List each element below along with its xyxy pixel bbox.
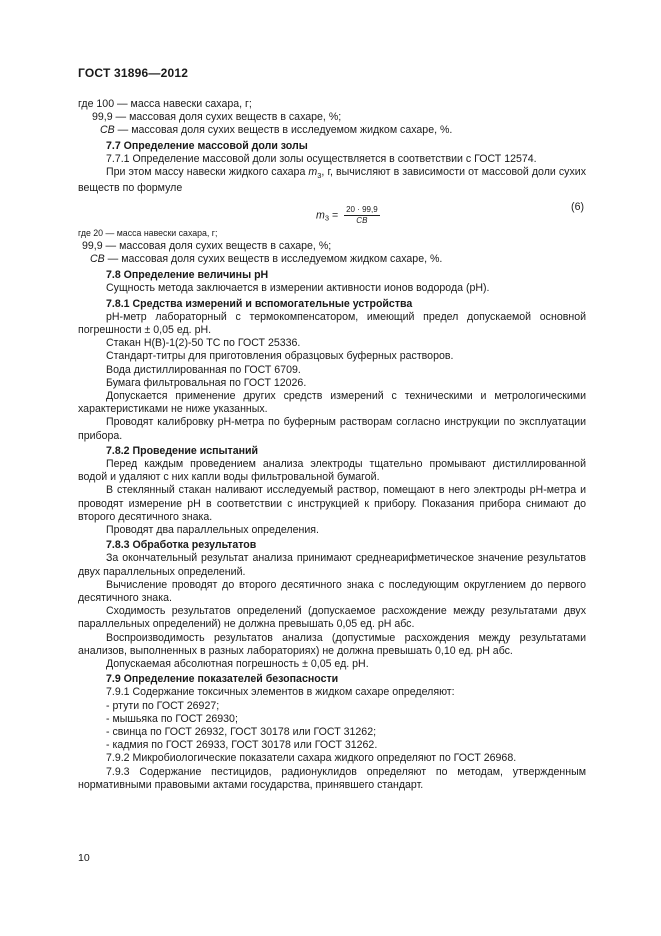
formula-equals: = xyxy=(329,208,342,221)
list-item: - свинца по ГОСТ 26932, ГОСТ 30178 или ГОСТ 31262; xyxy=(106,726,377,739)
paragraph: Воспроизводимость результатов анализа (допустимые расхождения между результатами анализов, выполненных в разных лабораториях) не должна превышать 0,10 ед. pH абс. xyxy=(78,631,586,657)
formula xyxy=(316,205,380,226)
paragraph: Допускается применение других средств измерений с техническими и метрологическими характеристиками не ниже указанных. xyxy=(78,389,586,416)
list-item: - мышьяка по ГОСТ 26930; xyxy=(106,712,238,725)
formula-denominator: CB xyxy=(356,215,368,225)
formula-fraction xyxy=(344,205,380,226)
where-line xyxy=(78,124,586,137)
paragraph: Проводят калибровку pH-метра по буферным растворам согласно инструкции по эксплуатации прибора. xyxy=(78,416,586,442)
document-header: ГОСТ 31896—2012 xyxy=(78,66,189,80)
section-heading: 7.8.3 Обработка результатов xyxy=(106,539,257,552)
page-number: 10 xyxy=(78,852,90,864)
formula-lhs: m xyxy=(316,208,325,221)
paragraph: Сходимость результатов определений (допускаемое расхождение между результатами двух параллельных определений) не должна превышать 0,05 ед. pH абс. xyxy=(78,605,586,631)
where-line: 99,9 — массовая доля сухих веществ в сахаре, %; xyxy=(92,111,342,124)
paragraph: 7.7.1 Определение массовой доли золы осуществляется в соответствии с ГОСТ 12574. xyxy=(106,152,537,165)
section-heading: 7.7 Определение массовой доли золы xyxy=(106,139,308,152)
formula-block xyxy=(78,197,586,227)
text-fragment: — массовая доля сухих веществ в исследуемом жидком сахаре, %. xyxy=(104,252,443,265)
paragraph: Проводят два параллельных определения. xyxy=(106,524,319,536)
formula-numerator: 20 · 99,9 xyxy=(346,204,378,214)
section-heading: 7.9 Определение показателей безопасности xyxy=(106,673,339,686)
formula-lhs-subscript: 3 xyxy=(324,212,329,222)
paragraph: 7.9.1 Содержание токсичных элементов в жидком сахаре определяют: xyxy=(106,686,455,699)
section-heading: 7.8.2 Проведение испытаний xyxy=(106,444,259,457)
text-fragment: , г, вычисляют в зависимости от массовой доли сухих веществ по формуле xyxy=(78,166,586,195)
paragraph: 7.9.2 Микробиологические показатели сахара жидкого определяют по ГОСТ 26968. xyxy=(106,752,517,765)
symbol: CB xyxy=(100,124,115,137)
symbol: m xyxy=(308,166,318,179)
paragraph xyxy=(78,166,586,196)
formula-number: (6) xyxy=(571,200,584,213)
list-item: - кадмия по ГОСТ 26933, ГОСТ 30178 или ГОСТ 31262. xyxy=(106,739,378,752)
where-line: 99,9 — массовая доля сухих веществ в сахаре, %; xyxy=(82,239,332,252)
text-fragment: При этом массу навески жидкого сахара xyxy=(106,166,309,179)
paragraph: Перед каждым проведением анализа электроды тщательно промывают дистиллированной водой и удаляют с них капли воды фильтровальной бумагой. xyxy=(78,457,586,484)
paragraph: Допускаемая абсолютная погрешность ± 0,05 ед. pH. xyxy=(106,658,369,671)
paragraph: Вода дистиллированная по ГОСТ 6709. xyxy=(106,363,301,376)
paragraph: Бумага фильтровальная по ГОСТ 12026. xyxy=(106,376,307,389)
page-body xyxy=(78,98,586,792)
subscript: 3 xyxy=(317,171,322,181)
paragraph: Стакан Н(В)-1(2)-50 ТС по ГОСТ 25336. xyxy=(106,337,301,350)
where-line: где 100 — масса навески сахара, г; xyxy=(78,98,252,110)
symbol: CB xyxy=(90,252,105,265)
paragraph: За окончательный результат анализа принимают среднеарифметическое значение результатов двух параллельных определений. xyxy=(78,552,586,578)
paragraph: Сущность метода заключается в измерении активности ионов водорода (pH). xyxy=(106,282,490,295)
section-heading: 7.8 Определение величины pH xyxy=(106,269,269,282)
list-item: - ртути по ГОСТ 26927; xyxy=(106,699,220,712)
paragraph: 7.9.3 Содержание пестицидов, радионуклидов определяют по методам, утвержденным нормативными правовыми актами государства, принявшего стандарт. xyxy=(78,765,586,791)
where-line: где 20 — масса навески сахара, г; xyxy=(78,227,218,238)
where-line xyxy=(78,253,586,266)
section-heading: 7.8.1 Средства измерений и вспомогательные устройства xyxy=(106,297,413,310)
paragraph: pH-метр лабораторный с термокомпенсатором, имеющий предел допускаемой основной погрешности ± 0,05 ед. pH. xyxy=(78,310,586,336)
paragraph: В стеклянный стакан наливают исследуемый раствор, помещают в него электроды pH-метра и проводят измерение pH в соответствии с инструкцией к прибору. Показания прибора снимают до второго десятичного знака. xyxy=(78,484,586,523)
text-fragment: — массовая доля сухих веществ в исследуемом жидком сахаре, %. xyxy=(114,124,453,137)
paragraph: Стандарт-титры для приготовления образцовых буферных растворов. xyxy=(106,350,454,363)
paragraph: Вычисление проводят до второго десятичного знака с последующим округлением до первого десятичного знака. xyxy=(78,578,586,605)
